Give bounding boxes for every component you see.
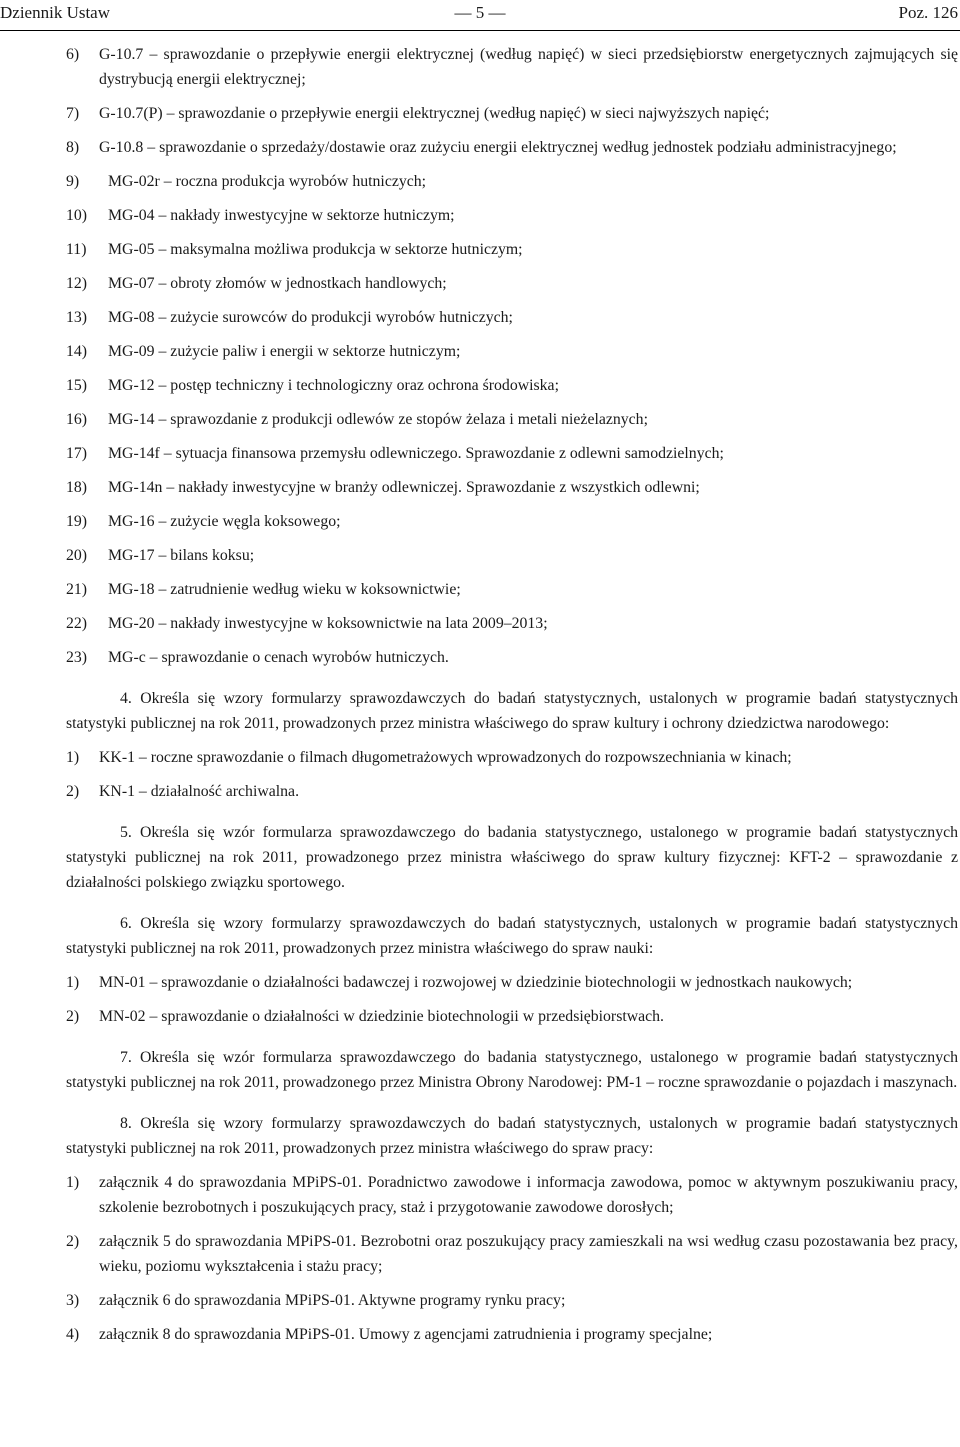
section-number: 4. [120,690,132,707]
list-item-text: MG-02r – roczna produkcja wyrobów hutniczych; [108,173,427,190]
list-item [66,577,958,602]
list-item [66,339,958,364]
list-item [66,407,958,432]
section-text: Określa się wzory formularzy sprawozdawczych do badań statystycznych, ustalonych w programie badań statystycznych statystyki publicznej na rok 2011, prowadzonych przez ministra właściwego do spraw pracy: [66,1115,959,1157]
list-item-number: 13) [66,309,88,326]
list-item-number: 21) [66,581,88,598]
list-item [66,475,958,500]
list-item [66,645,958,670]
list-item [66,101,958,126]
section-number: 8. [120,1115,132,1132]
list-item [66,611,958,636]
list-item-text: MG-14 – sprawozdanie z produkcji odlewów ze stopów żelaza i metali nieżelaznych; [108,411,648,428]
list-item-number: 3) [66,1292,80,1309]
section-number: 5. [120,824,132,841]
list-item-number: 11) [66,241,87,258]
list-item-number: 9) [66,173,80,190]
list-item-text: MG-04 – nakłady inwestycyjne w sektorze hutniczym; [108,207,455,224]
page-number: — 5 — [454,3,506,22]
list-item-number: 16) [66,411,88,428]
list-item-number: 7) [66,105,80,122]
list-item-text: załącznik 5 do sprawozdania MPiPS-01. Bezrobotni oraz poszukujący pracy zamieszkali na wsi według czasu pozostawania bez pracy, wieku, poziomu wykształcenia i stażu pracy; [99,1233,958,1275]
list-item [66,970,958,995]
list-item-number: 22) [66,615,88,632]
section-7-paragraph [66,1045,958,1095]
list-item-number: 17) [66,445,88,462]
list-item [66,271,958,296]
list-item-number: 2) [66,783,80,800]
list-item [66,441,958,466]
list-item-text: MG-c – sprawozdanie o cenach wyrobów hutniczych. [108,649,449,666]
section-number: 6. [120,915,132,932]
list-item-text: MG-17 – bilans koksu; [108,547,255,564]
list-item-text: załącznik 8 do sprawozdania MPiPS-01. Umowy z agencjami zatrudnienia i programy specjalne; [99,1326,713,1343]
list-item [66,509,958,534]
list-item [66,1004,958,1029]
list-item-text: G-10.7(P) – sprawozdanie o przepływie energii elektrycznej (według napięć) w sieci najwyższych napięć; [99,105,770,122]
list-item-number: 1) [66,749,80,766]
list-item-text: MG-07 – obroty złomów w jednostkach handlowych; [108,275,447,292]
list-item-text: załącznik 4 do sprawozdania MPiPS-01. Poradnictwo zawodowe i informacja zawodowa, pomoc w aktywnym poszukiwaniu pracy, szkolenie bezrobotnych i poszukujących pracy, staż i przygotowanie zawodowe dorosłych; [99,1174,958,1216]
list-item-text: MG-14n – nakłady inwestycyjne w branży odlewniczej. Sprawozdanie z wszystkich odlewni; [108,479,700,496]
list-item-number: 18) [66,479,88,496]
section-text: Określa się wzór formularza sprawozdawczego do badania statystycznego, ustalonego w programie badań statystycznych statystyki publicznej na rok 2011, prowadzonego przez Ministra Obrony Narodowej: PM-1 – roczne sprawozdanie o pojazdach i maszynach. [66,1049,959,1091]
list-item-text: KK-1 – roczne sprawozdanie o filmach długometrażowych wprowadzonych do rozpowszechniania w kinach; [99,749,792,766]
section-number: 7. [120,1049,132,1066]
list-item [66,169,958,194]
list-item-number: 2) [66,1233,80,1250]
list-item [66,135,958,160]
document-body [66,42,958,1356]
list-item [66,373,958,398]
section-8-paragraph [66,1111,958,1161]
list-item-number: 2) [66,1008,80,1025]
list-item [66,745,958,770]
list-item-text: MG-12 – postęp techniczny i technologiczny oraz ochrona środowiska; [108,377,559,394]
list-item [66,1229,958,1279]
list-item-number: 20) [66,547,88,564]
section-text: Określa się wzór formularza sprawozdawczego do badania statystycznego, ustalonego w programie badań statystycznych statystyki publicznej na rok 2011, prowadzonego przez ministra właściwego do spraw kultury fizycznej: KFT-2 – sprawozdanie z działalności polskiego związku sportowego. [66,824,959,891]
section-text: Określa się wzory formularzy sprawozdawczych do badań statystycznych, ustalonych w programie badań statystycznych statystyki publicznej na rok 2011, prowadzonych przez ministra właściwego do spraw nauki: [66,915,959,957]
list-item-text: KN-1 – działalność archiwalna. [99,783,300,800]
list-item-number: 4) [66,1326,80,1343]
list-item [66,1170,958,1220]
list-item-number: 1) [66,1174,80,1191]
list-item-number: 1) [66,974,80,991]
list-item [66,203,958,228]
list-item [66,779,958,804]
position-number: Poz. 126 [898,3,958,22]
list-item-text: MN-01 – sprawozdanie o działalności badawczej i rozwojowej w dziedzinie biotechnologii w jednostkach naukowych; [99,974,853,991]
section-4-paragraph [66,686,958,736]
list-item-number: 10) [66,207,88,224]
list-item [66,1288,958,1313]
list-item-text: G-10.7 – sprawozdanie o przepływie energii elektrycznej (według napięć) w sieci przedsiębiorstw energetycznych zajmujących się dystrybucją energii elektrycznej; [99,46,958,88]
list-item [66,237,958,262]
list-item-text: załącznik 6 do sprawozdania MPiPS-01. Aktywne programy rynku pracy; [99,1292,566,1309]
list-item-number: 14) [66,343,88,360]
list-item-number: 23) [66,649,88,666]
list-item [66,543,958,568]
list-item [66,305,958,330]
list-item-text: MG-14f – sytuacja finansowa przemysłu odlewniczego. Sprawozdanie z odlewni samodzielnych; [108,445,724,462]
list-item-number: 12) [66,275,88,292]
list-item-text: MG-05 – maksymalna możliwa produkcja w sektorze hutniczym; [108,241,523,258]
list-item-text: MG-09 – zużycie paliw i energii w sektorze hutniczym; [108,343,461,360]
list-item-number: 19) [66,513,88,530]
journal-title: Dziennik Ustaw [0,3,111,22]
header-rule [0,30,960,31]
page-header [0,2,960,28]
list-item-number: 8) [66,139,80,156]
list-item-text: MG-18 – zatrudnienie według wieku w koksownictwie; [108,581,461,598]
section-text: Określa się wzory formularzy sprawozdawczych do badań statystycznych, ustalonych w programie badań statystycznych statystyki publicznej na rok 2011, prowadzonych przez ministra właściwego do spraw kultury i ochrony dziedzictwa narodowego: [66,690,959,732]
list-item-text: G-10.8 – sprawozdanie o sprzedaży/dostawie oraz zużyciu energii elektrycznej według jednostek podziału administracyjnego; [99,139,897,156]
list-item [66,1322,958,1347]
section-5-paragraph [66,820,958,895]
list-item-text: MG-20 – nakłady inwestycyjne w koksownictwie na lata 2009–2013; [108,615,548,632]
section-6-paragraph [66,911,958,961]
list-item [66,42,958,92]
list-item-text: MG-08 – zużycie surowców do produkcji wyrobów hutniczych; [108,309,513,326]
list-item-number: 6) [66,46,80,63]
list-item-text: MN-02 – sprawozdanie o działalności w dziedzinie biotechnologii w przedsiębiorstwach. [99,1008,665,1025]
list-item-text: MG-16 – zużycie węgla koksowego; [108,513,341,530]
list-item-number: 15) [66,377,88,394]
